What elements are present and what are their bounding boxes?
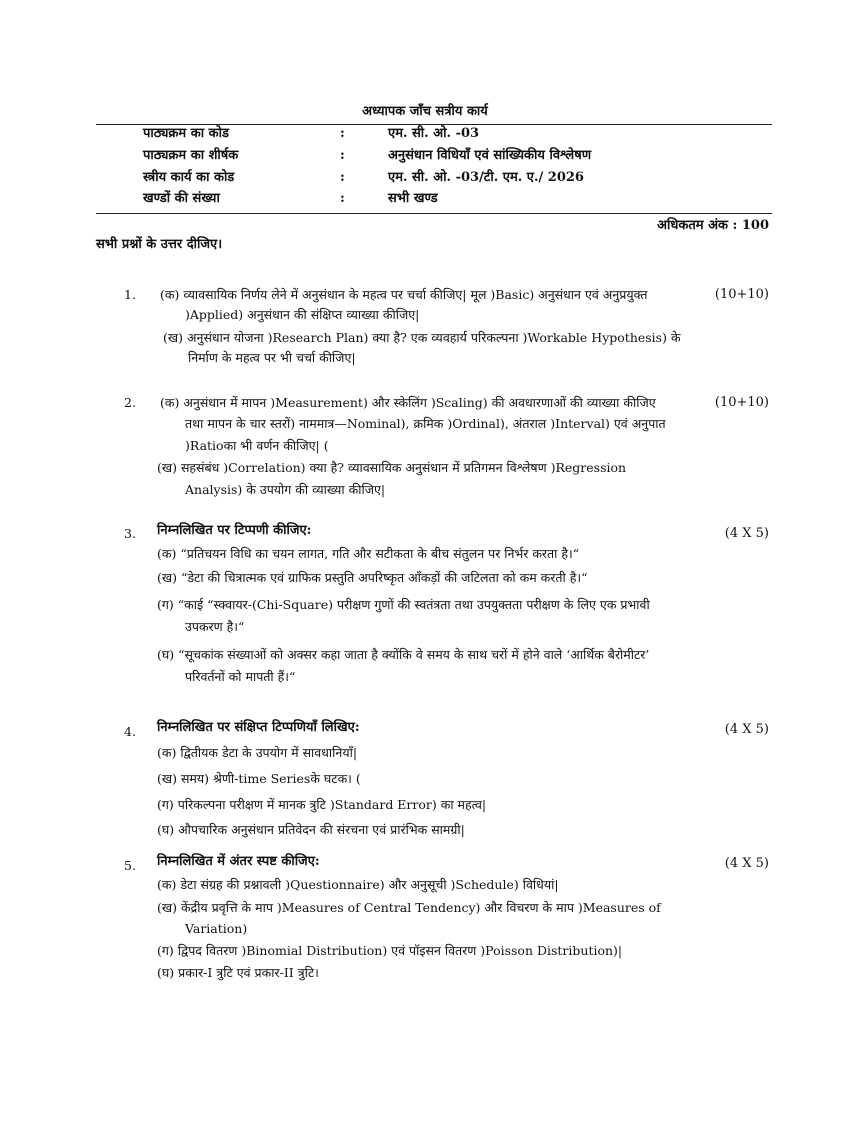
q4-marks: (4 X 5) <box>724 722 769 737</box>
q4-part-a: (क) द्वितीयक डेटा के उपयोग में सावधानियाँ| <box>157 745 358 760</box>
q5-part-c: (ग) द्विपद वितरण )Binomial Distribution) एवं पॉइसन वितरण )Poisson Distribution)| <box>157 943 623 958</box>
colon: : <box>340 191 345 206</box>
q3-part-c-line2: उपकरण है।“ <box>185 619 245 634</box>
q4-part-c: (ग) परिकल्पना परीक्षण में मानक त्रुटि )Standard Error) का महत्व| <box>157 797 487 812</box>
q3-part-b: (ख) “डेटा की चित्रात्मक एवं ग्राफिक प्रस्तुति अपरिष्कृत आँकड़ों की जटिलता को कम करती है।“ <box>157 570 588 585</box>
q3-number: 3. <box>124 526 136 541</box>
q5-marks: (4 X 5) <box>724 856 769 871</box>
q1-part-b-line1: (ख) अनुसंधान योजना )Research Plan) क्या है? एक व्यवहार्य परिकल्पना )Workable Hypothesis) के <box>163 330 681 345</box>
q3-part-a: (क) “प्रतिचयन विधि का चयन लागत, गति और सटीकता के बीच संतुलन पर निर्भर करता है।“ <box>157 546 580 561</box>
blocks-value: सभी खण्ड <box>388 191 438 206</box>
course-code-value: एम. सी. ओ. -03 <box>388 126 480 141</box>
q3-part-d-line2: परिवर्तनों को मापती हैं।“ <box>185 669 296 684</box>
q5-part-d: (घ) प्रकार-I त्रुटि एवं प्रकार-II त्रुटि। <box>157 965 319 980</box>
q4-number: 4. <box>124 724 136 739</box>
q2-part-b-line2: Analysis) के उपयोग की व्याख्या कीजिए| <box>185 482 386 497</box>
q4-part-b: (ख) समय) श्रेणी-time Seriesके घटक। ( <box>157 771 361 786</box>
course-title-row <box>0 148 850 168</box>
q4-heading: निम्नलिखित पर संक्षिप्त टिप्पणियाँ लिखिए: <box>157 720 360 735</box>
q3-part-c-line1: (ग) “काई “स्क्वायर-(Chi-Square) परीक्षण गुणों की स्वतंत्रता तथा उपयुक्तता परीक्षण के लिए एक प्रभावी <box>157 597 650 612</box>
q5-number: 5. <box>124 858 136 873</box>
instruction: सभी प्रश्नों के उत्तर दीजिए। <box>96 237 223 252</box>
q5-part-b-line2: Variation) <box>185 921 248 936</box>
q2-marks: (10+10) <box>714 395 769 410</box>
assignment-code-row <box>0 170 850 190</box>
q3-marks: (4 X 5) <box>724 526 769 541</box>
q2-part-a-line3: )Ratioका भी वर्णन कीजिए| ( <box>185 438 329 453</box>
q2-part-a-line2: तथा मापन के चार स्तरों) नाममात्र—Nominal), क्रमिक )Ordinal), अंतराल )Interval) एवं अनुपात <box>185 416 666 431</box>
colon: : <box>340 170 345 185</box>
course-code-row <box>0 126 850 146</box>
q3-heading: निम्नलिखित पर टिप्पणी कीजिए: <box>157 523 312 538</box>
q5-part-a: (क) डेटा संग्रह की प्रश्नावली )Questionnaire) और अनुसूची )Schedule) विधियां| <box>157 877 559 892</box>
assignment-code-value: एम. सी. ओ. -03/टी. एम. ए./ 2026 <box>388 170 584 185</box>
q1-marks: (10+10) <box>714 287 769 302</box>
header-top-rule <box>96 124 772 125</box>
max-marks: अधिकतम अंक : 100 <box>657 218 769 233</box>
colon: : <box>340 148 345 163</box>
course-title-label: पाठ्यक्रम का शीर्षक <box>143 148 239 163</box>
page-title: अध्यापक जाँच सत्रीय कार्य <box>362 104 488 119</box>
header-bottom-rule <box>96 213 772 214</box>
q4-part-d: (घ) औपचारिक अनुसंधान प्रतिवेदन की संरचना एवं प्रारंभिक सामग्री| <box>157 822 465 837</box>
blocks-row <box>0 191 850 211</box>
q2-part-b-line1: (ख) सहसंबंध )Correlation) क्या है? व्यावसायिक अनुसंधान में प्रतिगमन विश्लेषण )Regression <box>157 460 627 475</box>
q1-number: 1. <box>124 287 136 302</box>
colon: : <box>340 126 345 141</box>
course-code-label: पाठ्यक्रम का कोड <box>143 126 229 141</box>
course-title-value: अनुसंधान विधियाँ एवं सांख्यिकीय विश्लेषण <box>388 148 592 163</box>
assignment-code-label: स्त्रीय कार्य का कोड <box>143 170 235 185</box>
blocks-label: खण्डों की संख्या <box>143 191 220 206</box>
q5-part-b-line1: (ख) केंद्रीय प्रवृत्ति के माप )Measures of Central Tendency) और विचरण के माप )Measures of <box>157 900 661 915</box>
q2-part-a-line1: (क) अनुसंधान में मापन )Measurement) और स्केलिंग )Scaling) की अवधारणाओं की व्याख्या कीजिए <box>160 395 656 410</box>
q5-heading: निम्नलिखित में अंतर स्पष्ट कीजिए: <box>157 854 320 869</box>
q3-part-d-line1: (घ) “सूचकांक संख्याओं को अक्सर कहा जाता है क्योंकि वे समय के साथ चरों में होने वाले ‘आर्थिक बैरोमीटर’ <box>157 647 650 662</box>
q1-part-b-line2: निर्माण के महत्व पर भी चर्चा कीजिए| <box>188 350 356 365</box>
q1-part-a-line2: )Applied) अनुसंधान की संक्षिप्त व्याख्या कीजिए| <box>185 307 420 322</box>
q1-part-a-line1: (क) व्यावसायिक निर्णय लेने में अनुसंधान के महत्व पर चर्चा कीजिए| मूल )Basic) अनुसंधान एवं अनुप्रयुक्त <box>160 287 648 302</box>
q2-number: 2. <box>124 395 136 410</box>
